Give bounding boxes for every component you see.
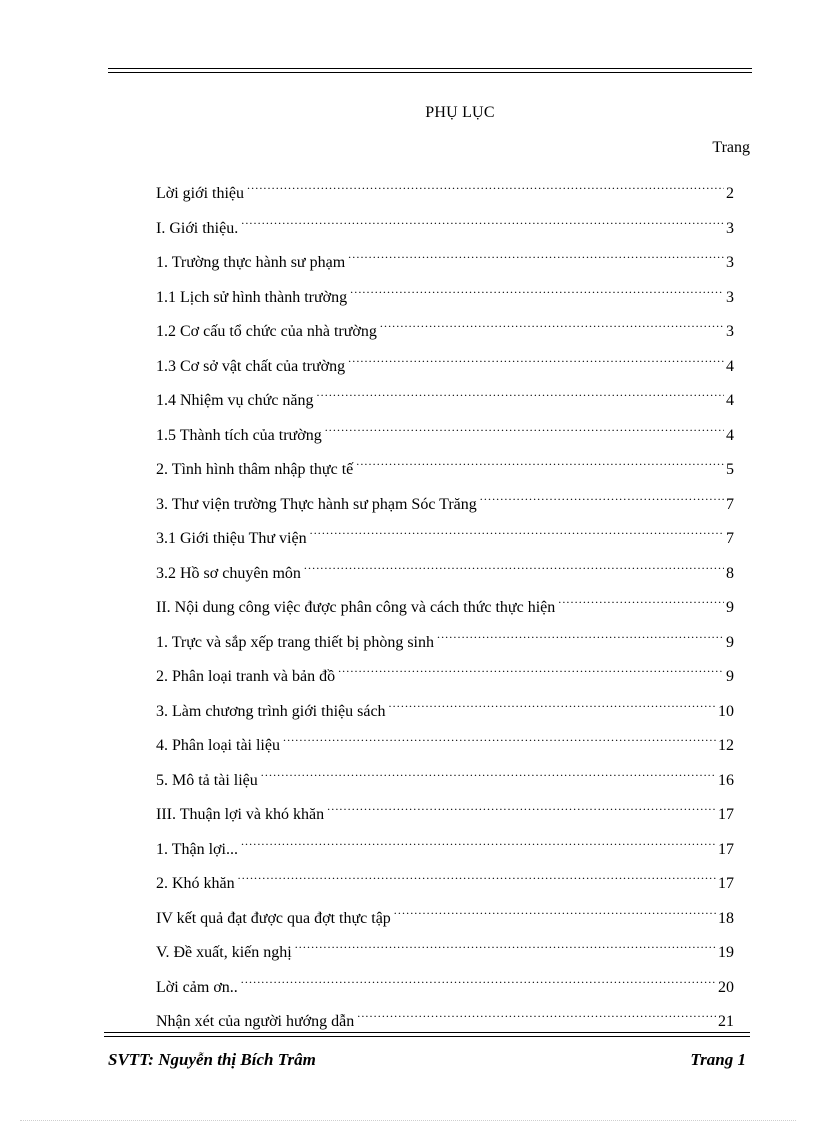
toc-entry-label: 1. Trường thực hành sư phạm: [156, 254, 346, 271]
toc-entry-page: 3: [726, 288, 734, 306]
toc-entry-label: II. Nội dung công việc được phân công và cách thức thực hiện: [156, 599, 556, 616]
toc-entry-label: 3. Thư viện trường Thực hành sư phạm Sóc Trăng: [156, 495, 477, 513]
toc-entry: [156, 962, 734, 997]
toc-entry-label: V. Đề xuất, kiến nghị: [156, 944, 292, 961]
toc-leader-dots: [241, 203, 724, 233]
toc-entry-label: Lời giới thiệu: [156, 185, 245, 202]
toc-entry-page: 17: [718, 875, 734, 892]
toc-entry-page: 20: [718, 978, 734, 996]
toc-entry: [156, 168, 734, 203]
toc-entry-label: 2. Khó khăn: [156, 875, 235, 892]
toc-leader-dots: [338, 651, 724, 681]
toc-entry-page: 17: [718, 840, 734, 858]
toc-entry-page: 7: [726, 530, 734, 547]
table-of-contents: [156, 168, 734, 1031]
toc-entry-page: 8: [726, 564, 734, 582]
toc-leader-dots: [348, 237, 724, 267]
toc-entry-page: 3: [726, 254, 734, 271]
toc-leader-dots: [241, 962, 716, 992]
toc-leader-dots: [394, 893, 716, 923]
page-column-header: Trang: [712, 139, 750, 156]
footer-page-number: Trang 1: [690, 1050, 746, 1069]
toc-leader-dots: [261, 755, 716, 785]
toc-leader-dots: [238, 858, 716, 888]
toc-entry-page: 18: [718, 909, 734, 927]
toc-entry-page: 19: [718, 944, 734, 961]
toc-entry-page: 3: [726, 323, 734, 340]
toc-entry-label: I. Giới thiệu.: [156, 219, 239, 237]
toc-entry-page: 9: [726, 668, 734, 685]
toc-entry: [156, 237, 734, 272]
toc-entry-page: 4: [726, 426, 734, 444]
toc-entry-label: 2. Phân loại tranh và bản đồ: [156, 668, 336, 685]
header-double-rule: [108, 68, 752, 73]
toc-entry-label: 2. Tình hình thâm nhập thực tế: [156, 461, 354, 478]
toc-leader-dots: [317, 375, 724, 405]
toc-entry-label: 3. Làm chương trình giới thiệu sách: [156, 702, 386, 720]
toc-entry-label: III. Thuận lợi và khó khăn: [156, 806, 325, 823]
toc-entry-label: 1.4 Nhiệm vụ chức năng: [156, 392, 314, 409]
footer-double-rule: [104, 1032, 750, 1037]
toc-leader-dots: [350, 272, 724, 302]
toc-leader-dots: [389, 686, 716, 716]
toc-entry-label: 1. Thận lợi...: [156, 840, 238, 858]
toc-entry-label: 1.3 Cơ sở vật chất của trường: [156, 357, 346, 375]
toc-leader-dots: [295, 927, 716, 957]
toc-title: PHỤ LỤC: [425, 104, 495, 121]
toc-entry-label: 3.1 Giới thiệu Thư viện: [156, 530, 307, 547]
toc-entry-label: 1. Trực và sắp xếp trang thiết bị phòng sinh: [156, 633, 434, 651]
toc-leader-dots: [327, 789, 716, 819]
toc-leader-dots: [357, 996, 716, 1026]
toc-leader-dots: [356, 444, 724, 474]
toc-entry-page: 17: [718, 806, 734, 823]
toc-leader-dots: [480, 479, 724, 509]
toc-entry-page: 9: [726, 599, 734, 616]
toc-entry-label: 1.1 Lịch sử hình thành trường: [156, 288, 348, 306]
toc-entry-page: 4: [726, 392, 734, 409]
toc-leader-dots: [247, 168, 724, 198]
page-edge-divider: [20, 1120, 796, 1121]
toc-entry-label: 5. Mô tả tài liệu: [156, 771, 258, 789]
toc-entry-page: 16: [718, 771, 734, 789]
toc-entry-page: 4: [726, 357, 734, 375]
toc-entry: [156, 824, 734, 859]
toc-entry-page: 2: [726, 185, 734, 202]
toc-leader-dots: [310, 513, 724, 543]
toc-leader-dots: [558, 582, 724, 612]
toc-leader-dots: [304, 548, 724, 578]
toc-entry: [156, 893, 734, 928]
toc-entry-page: 12: [718, 737, 734, 754]
toc-entry-label: 1.5 Thành tích của trường: [156, 426, 322, 444]
toc-entry: [156, 203, 734, 238]
toc-entry-page: 3: [726, 219, 734, 237]
toc-entry-label: 4. Phân loại tài liệu: [156, 737, 280, 754]
toc-entry-page: 9: [726, 633, 734, 651]
toc-entry-page: 10: [718, 702, 734, 720]
toc-entry-label: Nhận xét của người hướng dẫn: [156, 1013, 355, 1030]
toc-entry-label: 3.2 Hồ sơ chuyên môn: [156, 564, 301, 582]
toc-leader-dots: [348, 341, 724, 371]
footer-author: SVTT: Nguyễn thị Bích Trâm: [108, 1050, 316, 1069]
toc-entry-label: Lời cảm ơn..: [156, 978, 238, 996]
toc-leader-dots: [283, 720, 716, 750]
toc-entry: [156, 858, 734, 893]
toc-entry-label: IV kết quả đạt được qua đợt thực tập: [156, 909, 391, 927]
toc-entry-page: 7: [726, 495, 734, 513]
toc-entry-page: 5: [726, 461, 734, 478]
toc-leader-dots: [325, 410, 724, 440]
toc-leader-dots: [241, 824, 716, 854]
toc-leader-dots: [380, 306, 724, 336]
toc-entry-label: 1.2 Cơ cấu tổ chức của nhà trường: [156, 323, 377, 340]
toc-entry: [156, 996, 734, 1031]
toc-leader-dots: [437, 617, 724, 647]
toc-entry-page: 21: [718, 1013, 734, 1030]
